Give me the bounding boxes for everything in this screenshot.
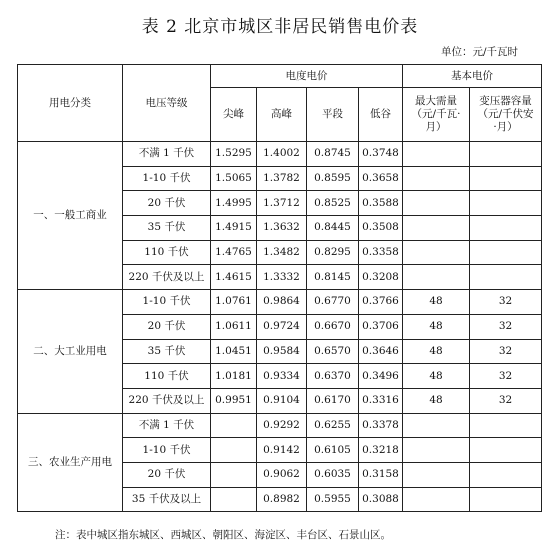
sharp-cell: 1.0451: [211, 339, 257, 364]
valley-cell: 0.3706: [359, 314, 403, 339]
valley-cell: 0.3218: [359, 438, 403, 463]
capacity-cell: [470, 462, 542, 487]
header-valley: 低谷: [359, 88, 403, 142]
flat-cell: 0.8595: [307, 166, 359, 191]
demand-cell: [403, 240, 470, 265]
sharp-cell: [211, 438, 257, 463]
peak-cell: 0.9724: [257, 314, 307, 339]
sharp-cell: 1.0611: [211, 314, 257, 339]
capacity-cell: [470, 166, 542, 191]
sharp-cell: 1.4615: [211, 265, 257, 290]
valley-cell: 0.3358: [359, 240, 403, 265]
valley-cell: 0.3088: [359, 487, 403, 512]
capacity-cell: 32: [470, 364, 542, 389]
flat-cell: 0.6255: [307, 413, 359, 438]
table-row: [18, 290, 542, 315]
peak-cell: 0.9142: [257, 438, 307, 463]
header-category: 用电分类: [18, 65, 123, 142]
sharp-cell: [211, 462, 257, 487]
category-cell: 一、一般工商业: [18, 142, 123, 290]
flat-cell: 0.8745: [307, 142, 359, 167]
capacity-cell: [470, 413, 542, 438]
demand-cell: 48: [403, 388, 470, 413]
peak-cell: 0.9864: [257, 290, 307, 315]
sharp-cell: [211, 487, 257, 512]
voltage-cell: 20 千伏: [123, 314, 211, 339]
capacity-cell: [470, 142, 542, 167]
header-peak: 高峰: [257, 88, 307, 142]
capacity-cell: [470, 265, 542, 290]
sharp-cell: 1.0761: [211, 290, 257, 315]
demand-cell: [403, 413, 470, 438]
valley-cell: 0.3496: [359, 364, 403, 389]
peak-cell: 0.8982: [257, 487, 307, 512]
header-voltage: 电压等级: [123, 65, 211, 142]
capacity-cell: 32: [470, 339, 542, 364]
peak-cell: 1.4002: [257, 142, 307, 167]
demand-cell: [403, 487, 470, 512]
capacity-cell: [470, 438, 542, 463]
valley-cell: 0.3158: [359, 462, 403, 487]
demand-cell: 48: [403, 339, 470, 364]
sharp-cell: 1.4765: [211, 240, 257, 265]
sharp-cell: [211, 413, 257, 438]
category-cell: 二、大工业用电: [18, 290, 123, 413]
sharp-cell: 0.9951: [211, 388, 257, 413]
peak-cell: 0.9104: [257, 388, 307, 413]
sharp-cell: 1.5065: [211, 166, 257, 191]
demand-cell: 48: [403, 314, 470, 339]
voltage-cell: 220 千伏及以上: [123, 388, 211, 413]
peak-cell: 0.9334: [257, 364, 307, 389]
unit-label: 单位：元/千瓦时: [440, 46, 518, 58]
voltage-cell: 35 千伏: [123, 339, 211, 364]
flat-cell: 0.6370: [307, 364, 359, 389]
peak-cell: 0.9292: [257, 413, 307, 438]
peak-cell: 1.3482: [257, 240, 307, 265]
peak-cell: 0.9062: [257, 462, 307, 487]
header-max-demand: 最大需量（元/千瓦·月）: [403, 88, 470, 142]
valley-cell: 0.3208: [359, 265, 403, 290]
valley-cell: 0.3646: [359, 339, 403, 364]
peak-cell: 1.3712: [257, 191, 307, 216]
sharp-cell: 1.4995: [211, 191, 257, 216]
flat-cell: 0.6170: [307, 388, 359, 413]
table-body: [18, 142, 542, 512]
table-title: 表 2 北京市城区非居民销售电价表: [141, 17, 419, 37]
flat-cell: 0.5955: [307, 487, 359, 512]
demand-cell: [403, 438, 470, 463]
valley-cell: 0.3658: [359, 166, 403, 191]
demand-cell: 48: [403, 364, 470, 389]
flat-cell: 0.8295: [307, 240, 359, 265]
voltage-cell: 35 千伏: [123, 216, 211, 241]
sharp-cell: 1.4915: [211, 216, 257, 241]
header-flat: 平段: [307, 88, 359, 142]
sharp-cell: 1.0181: [211, 364, 257, 389]
demand-cell: [403, 191, 470, 216]
voltage-cell: 20 千伏: [123, 462, 211, 487]
table-row: [18, 413, 542, 438]
demand-cell: [403, 216, 470, 241]
header-energy-price: 电度电价: [211, 65, 403, 88]
flat-cell: 0.6105: [307, 438, 359, 463]
valley-cell: 0.3748: [359, 142, 403, 167]
demand-cell: 48: [403, 290, 470, 315]
peak-cell: 1.3332: [257, 265, 307, 290]
voltage-cell: 1-10 千伏: [123, 290, 211, 315]
demand-cell: [403, 265, 470, 290]
flat-cell: 0.8525: [307, 191, 359, 216]
flat-cell: 0.6035: [307, 462, 359, 487]
voltage-cell: 1-10 千伏: [123, 438, 211, 463]
header-peak-sharp: 尖峰: [211, 88, 257, 142]
capacity-cell: 32: [470, 388, 542, 413]
flat-cell: 0.6770: [307, 290, 359, 315]
demand-cell: [403, 142, 470, 167]
voltage-cell: 不满 1 千伏: [123, 413, 211, 438]
valley-cell: 0.3766: [359, 290, 403, 315]
flat-cell: 0.6670: [307, 314, 359, 339]
capacity-cell: [470, 191, 542, 216]
valley-cell: 0.3316: [359, 388, 403, 413]
peak-cell: 0.9584: [257, 339, 307, 364]
valley-cell: 0.3378: [359, 413, 403, 438]
demand-cell: [403, 166, 470, 191]
voltage-cell: 110 千伏: [123, 364, 211, 389]
header-basic-price: 基本电价: [403, 65, 542, 88]
voltage-cell: 20 千伏: [123, 191, 211, 216]
peak-cell: 1.3782: [257, 166, 307, 191]
capacity-cell: 32: [470, 290, 542, 315]
price-table: [17, 64, 542, 512]
voltage-cell: 1-10 千伏: [123, 166, 211, 191]
header-transformer: 变压器容量（元/千伏安·月）: [470, 88, 542, 142]
flat-cell: 0.8145: [307, 265, 359, 290]
capacity-cell: [470, 216, 542, 241]
capacity-cell: 32: [470, 314, 542, 339]
peak-cell: 1.3632: [257, 216, 307, 241]
table-row: [18, 142, 542, 167]
voltage-cell: 110 千伏: [123, 240, 211, 265]
voltage-cell: 220 千伏及以上: [123, 265, 211, 290]
flat-cell: 0.8445: [307, 216, 359, 241]
valley-cell: 0.3588: [359, 191, 403, 216]
valley-cell: 0.3508: [359, 216, 403, 241]
category-cell: 三、农业生产用电: [18, 413, 123, 512]
footnote: 注：表中城区指东城区、西城区、朝阳区、海淀区、丰台区、石景山区。: [55, 529, 391, 541]
capacity-cell: [470, 240, 542, 265]
sharp-cell: 1.5295: [211, 142, 257, 167]
voltage-cell: 不满 1 千伏: [123, 142, 211, 167]
capacity-cell: [470, 487, 542, 512]
voltage-cell: 35 千伏及以上: [123, 487, 211, 512]
flat-cell: 0.6570: [307, 339, 359, 364]
demand-cell: [403, 462, 470, 487]
